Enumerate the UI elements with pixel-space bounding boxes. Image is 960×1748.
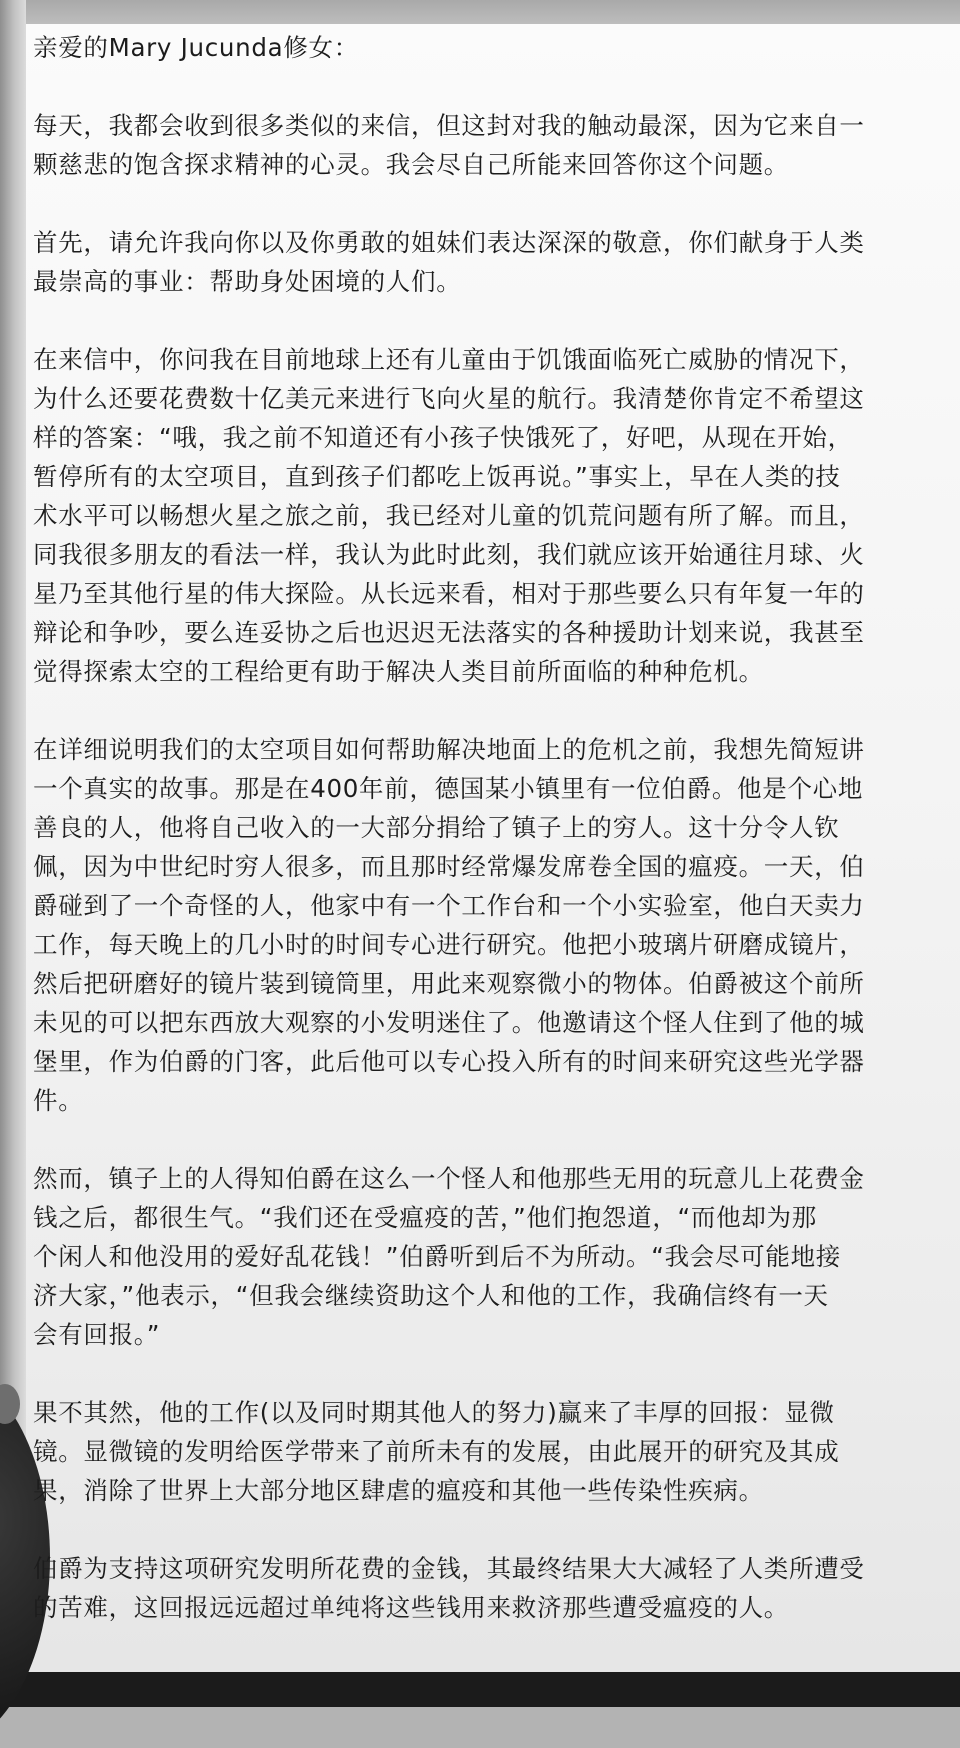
paragraph-6: 果不其然，他的工作(以及同时期其他人的努力)赢来了丰厚的回报：显微 镜。显微镜的发明给医学带来了前所未有的发展，由此展开的研究及其成 果，消除了世界上大部分地区肆虐的瘟疫和其他一些传染性疾病。 (33, 1398, 840, 1505)
paragraph-7: 伯爵为支持这项研究发明所花费的金钱，其最终结果大大减轻了人类所遭受 的苦难，这回报远远超过单纯将这些钱用来救济那些遭受瘟疫的人。 (33, 1554, 865, 1622)
bottom-bar (0, 1672, 960, 1707)
salutation: 亲爱的Mary Jucunda修女： (33, 33, 359, 62)
paragraph-1: 每天，我都会收到很多类似的来信，但这封对我的触动最深，因为它来自一 颗慈悲的饱含探求精神的心灵。我会尽自己所能来回答你这个问题。 (33, 111, 865, 179)
paragraph-3: 在来信中，你问我在目前地球上还有儿童由于饥饿面临死亡威胁的情况下， 为什么还要花费数十亿美元来进行飞向火星的航行。我清楚你肯定不希望这 样的答案：“哦，我之前不知道还有小孩子快饿死了，好吧，从现在开始， 暂停所有的太空项目，直到孩子们都吃上饭再说。”事实上，早在人类的技 术水平可以畅想火星之旅之前，我已经对儿童的饥荒问题有所了解。而且， 同我很多朋友的看法一样，我认为此时此刻，我们就应该开始通往月球、火 星乃至其他行星的伟大探险。从长远来看，相对于那些要么只有年复一年的 辩论和争吵，要么连妥协之后也迟迟无法落实的各种援助计划来说，我甚至 觉得探索太空的工程给更有助于解决人类目前所面临的种种危机。 (33, 345, 865, 686)
letter-body (33, 28, 938, 1627)
top-edge (0, 0, 960, 24)
paragraph-5: 然而，镇子上的人得知伯爵在这么一个怪人和他那些无用的玩意儿上花费金 钱之后，都很生气。“我们还在受瘟疫的苦，”他们抱怨道，“而他却为那 个闲人和他没用的爱好乱花钱！”伯爵听到后不为所动。“我会尽可能地接 济大家，”他表示，“但我会继续资助这个人和他的工作，我确信终有一天 会有回报。” (33, 1164, 865, 1349)
paragraph-2: 首先，请允许我向你以及你勇敢的姐妹们表达深深的敬意，你们献身于人类 最崇高的事业：帮助身处困境的人们。 (33, 228, 865, 296)
paragraph-4: 在详细说明我们的太空项目如何帮助解决地面上的危机之前，我想先简短讲 一个真实的故事。那是在400年前，德国某小镇里有一位伯爵。他是个心地 善良的人，他将自己收入的一大部分捐给了镇子上的穷人。这十分令人钦 佩，因为中世纪时穷人很多，而且那时经常爆发席卷全国的瘟疫。一天，伯 爵碰到了一个奇怪的人，他家中有一个工作台和一个小实验室，他白天卖力 工作，每天晚上的几小时的时间专心进行研究。他把小玻璃片研磨成镜片， 然后把研磨好的镜片装到镜筒里，用此来观察微小的物体。伯爵被这个前所 未见的可以把东西放大观察的小发明迷住了。他邀请这个怪人住到了他的城 堡里，作为伯爵的门客，此后他可以专心投入所有的时间来研究这些光学器 件。 (33, 735, 865, 1115)
